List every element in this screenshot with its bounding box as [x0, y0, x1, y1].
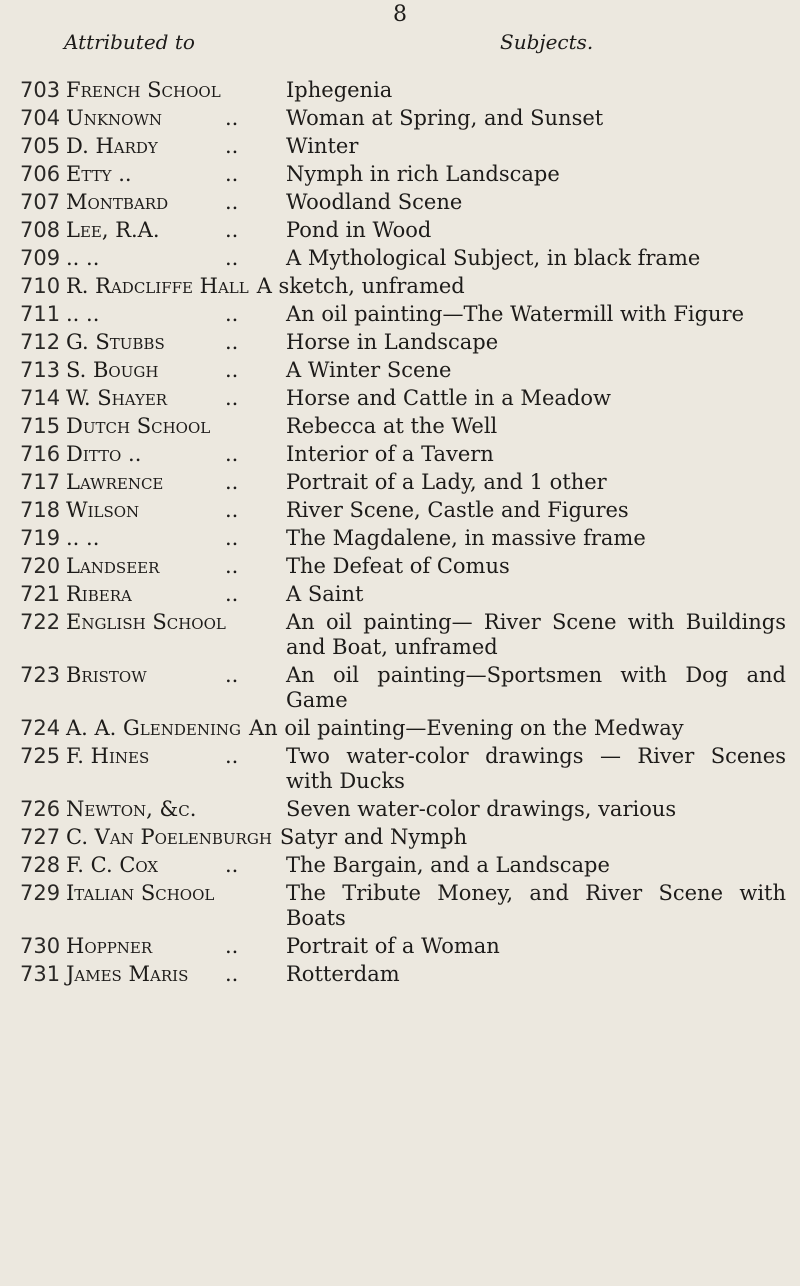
lot-attribution: .. ..	[66, 246, 100, 270]
lot-number: 717	[20, 470, 61, 494]
lot-number: 731	[20, 962, 61, 986]
catalogue-entry	[0, 330, 800, 355]
catalogue-entry	[0, 302, 800, 327]
lot-attribution: English School	[66, 610, 226, 634]
catalogue-entry	[0, 610, 800, 660]
lot-number: 708	[20, 218, 61, 242]
lot-subject: Portrait of a Woman	[286, 934, 500, 958]
catalogue-entry	[0, 744, 800, 794]
catalogue-entry	[0, 853, 800, 878]
lot-attribution: Bristow	[66, 663, 147, 687]
catalogue-entry	[0, 386, 800, 411]
catalogue-list	[0, 78, 800, 990]
catalogue-entry	[0, 274, 800, 299]
catalogue-entry	[0, 716, 800, 741]
catalogue-entry	[0, 246, 800, 271]
catalogue-entry	[0, 881, 800, 931]
lot-subject: Two water-color drawings — River Scenes with Ducks	[286, 744, 786, 793]
lot-attribution: Lee, R.A.	[66, 218, 160, 242]
leader-dots: ..	[225, 162, 239, 186]
catalogue-entry	[0, 663, 800, 713]
leader-dots: ..	[225, 744, 239, 768]
leader-dots: ..	[225, 218, 239, 242]
lot-subject	[66, 825, 786, 850]
lot-number: 723	[20, 663, 61, 687]
lot-attribution: Newton, &c.	[66, 797, 197, 821]
catalogue-entry	[0, 962, 800, 987]
lot-subject: Winter	[286, 134, 359, 158]
lot-subject: An oil painting— River Scene with Buildings and Boat, unframed	[286, 610, 786, 659]
lot-attribution: Italian School	[66, 881, 215, 905]
lot-number: 727	[20, 825, 61, 849]
lot-attribution: Unknown	[66, 106, 162, 130]
lot-attribution: A. A. Glendening	[66, 716, 241, 740]
lot-number: 710	[20, 274, 61, 298]
lot-attribution: Wilson	[66, 498, 140, 522]
leader-dots: ..	[225, 498, 239, 522]
catalogue-entry	[0, 582, 800, 607]
catalogue-entry	[0, 190, 800, 215]
lot-attribution: F. C. Cox	[66, 853, 159, 877]
lot-attribution: S. Bough	[66, 358, 159, 382]
lot-number: 713	[20, 358, 61, 382]
lot-subject-text: Satyr and Nymph	[279, 825, 468, 849]
catalogue-entry	[0, 78, 800, 103]
catalogue-entry	[0, 825, 800, 850]
lot-subject: A Mythological Subject, in black frame	[286, 246, 701, 270]
lot-attribution: R. Radcliffe Hall	[66, 274, 249, 298]
lot-number: 729	[20, 881, 61, 905]
lot-number: 716	[20, 442, 61, 466]
lot-number: 709	[20, 246, 61, 270]
catalogue-entry	[0, 106, 800, 131]
lot-attribution: .. ..	[66, 302, 100, 326]
lot-subject: An oil painting—Sportsmen with Dog and Game	[286, 663, 786, 712]
lot-attribution: French School	[66, 78, 221, 102]
lot-attribution: Etty ..	[66, 162, 132, 186]
lot-subject: Interior of a Tavern	[286, 442, 494, 466]
leader-dots: ..	[225, 582, 239, 606]
catalogue-entry	[0, 218, 800, 243]
lot-attribution: Landseer	[66, 554, 160, 578]
lot-subject	[66, 716, 786, 741]
catalogue-entry	[0, 442, 800, 467]
lot-attribution: C. Van Poelenburgh	[66, 825, 272, 849]
lot-subject: The Bargain, and a Landscape	[286, 853, 610, 877]
lot-number: 718	[20, 498, 61, 522]
catalogue-entry	[0, 797, 800, 822]
page-number: 8	[393, 2, 407, 27]
catalogue-entry	[0, 134, 800, 159]
lot-subject: River Scene, Castle and Figures	[286, 498, 629, 522]
lot-number: 719	[20, 526, 61, 550]
lot-attribution: W. Shayer	[66, 386, 168, 410]
leader-dots: ..	[225, 358, 239, 382]
lot-subject: Seven water-color drawings, various	[286, 797, 677, 821]
lot-subject: Rotterdam	[286, 962, 400, 986]
lot-attribution: James Maris	[66, 962, 189, 986]
lot-subject: The Magdalene, in massive frame	[286, 526, 646, 550]
lot-subject: Rebecca at the Well	[286, 414, 498, 438]
leader-dots: ..	[225, 386, 239, 410]
lot-subject: Horse and Cattle in a Meadow	[286, 386, 611, 410]
lot-number: 715	[20, 414, 61, 438]
lot-attribution: Ribera	[66, 582, 132, 606]
lot-number: 721	[20, 582, 61, 606]
lot-attribution: Lawrence	[66, 470, 164, 494]
lot-attribution: Dutch School	[66, 414, 211, 438]
lot-number: 714	[20, 386, 61, 410]
lot-subject: Pond in Wood	[286, 218, 432, 242]
catalogue-entry	[0, 934, 800, 959]
lot-subject: The Tribute Money, and River Scene with Boats	[286, 881, 786, 930]
leader-dots: ..	[225, 302, 239, 326]
lot-attribution: Hoppner	[66, 934, 153, 958]
lot-subject: Iphegenia	[286, 78, 393, 102]
lot-number: 703	[20, 78, 61, 102]
lot-subject: Portrait of a Lady, and 1 other	[286, 470, 607, 494]
lot-subject-text: A sketch, unframed	[256, 274, 465, 298]
lot-subject: A Winter Scene	[286, 358, 452, 382]
leader-dots: ..	[225, 106, 239, 130]
catalogue-entry	[0, 470, 800, 495]
lot-attribution: G. Stubbs	[66, 330, 165, 354]
lot-attribution: Montbard	[66, 190, 169, 214]
lot-number: 704	[20, 106, 61, 130]
lot-subject: Woodland Scene	[286, 190, 463, 214]
lot-attribution: D. Hardy	[66, 134, 158, 158]
leader-dots: ..	[225, 853, 239, 877]
header-attributed: Attributed to	[64, 30, 195, 54]
lot-attribution: F. Hines	[66, 744, 150, 768]
leader-dots: ..	[225, 526, 239, 550]
leader-dots: ..	[225, 554, 239, 578]
lot-number: 707	[20, 190, 61, 214]
leader-dots: ..	[225, 442, 239, 466]
lot-subject: Woman at Spring, and Sunset	[286, 106, 604, 130]
catalogue-entry	[0, 554, 800, 579]
lot-number: 725	[20, 744, 61, 768]
leader-dots: ..	[225, 134, 239, 158]
leader-dots: ..	[225, 470, 239, 494]
lot-attribution: Ditto ..	[66, 442, 142, 466]
lot-number: 706	[20, 162, 61, 186]
catalogue-entry	[0, 498, 800, 523]
lot-number: 712	[20, 330, 61, 354]
lot-subject: A Saint	[286, 582, 364, 606]
lot-number: 730	[20, 934, 61, 958]
lot-number: 722	[20, 610, 61, 634]
catalogue-entry	[0, 414, 800, 439]
catalogue-entry	[0, 162, 800, 187]
lot-number: 726	[20, 797, 61, 821]
leader-dots: ..	[225, 330, 239, 354]
lot-attribution: .. ..	[66, 526, 100, 550]
leader-dots: ..	[225, 934, 239, 958]
lot-subject	[66, 274, 786, 299]
catalogue-entry	[0, 358, 800, 383]
lot-subject: Horse in Landscape	[286, 330, 499, 354]
lot-number: 705	[20, 134, 61, 158]
leader-dots: ..	[225, 190, 239, 214]
lot-number: 720	[20, 554, 61, 578]
lot-number: 711	[20, 302, 61, 326]
header-subjects: Subjects.	[500, 30, 594, 54]
lot-subject: The Defeat of Comus	[286, 554, 510, 578]
lot-number: 728	[20, 853, 61, 877]
leader-dots: ..	[225, 246, 239, 270]
lot-number: 724	[20, 716, 61, 740]
catalogue-entry	[0, 526, 800, 551]
leader-dots: ..	[225, 663, 239, 687]
lot-subject: An oil painting—The Watermill with Figure	[286, 302, 745, 326]
lot-subject-text: An oil painting—Evening on the Medway	[248, 716, 684, 740]
lot-subject: Nymph in rich Landscape	[286, 162, 560, 186]
leader-dots: ..	[225, 962, 239, 986]
